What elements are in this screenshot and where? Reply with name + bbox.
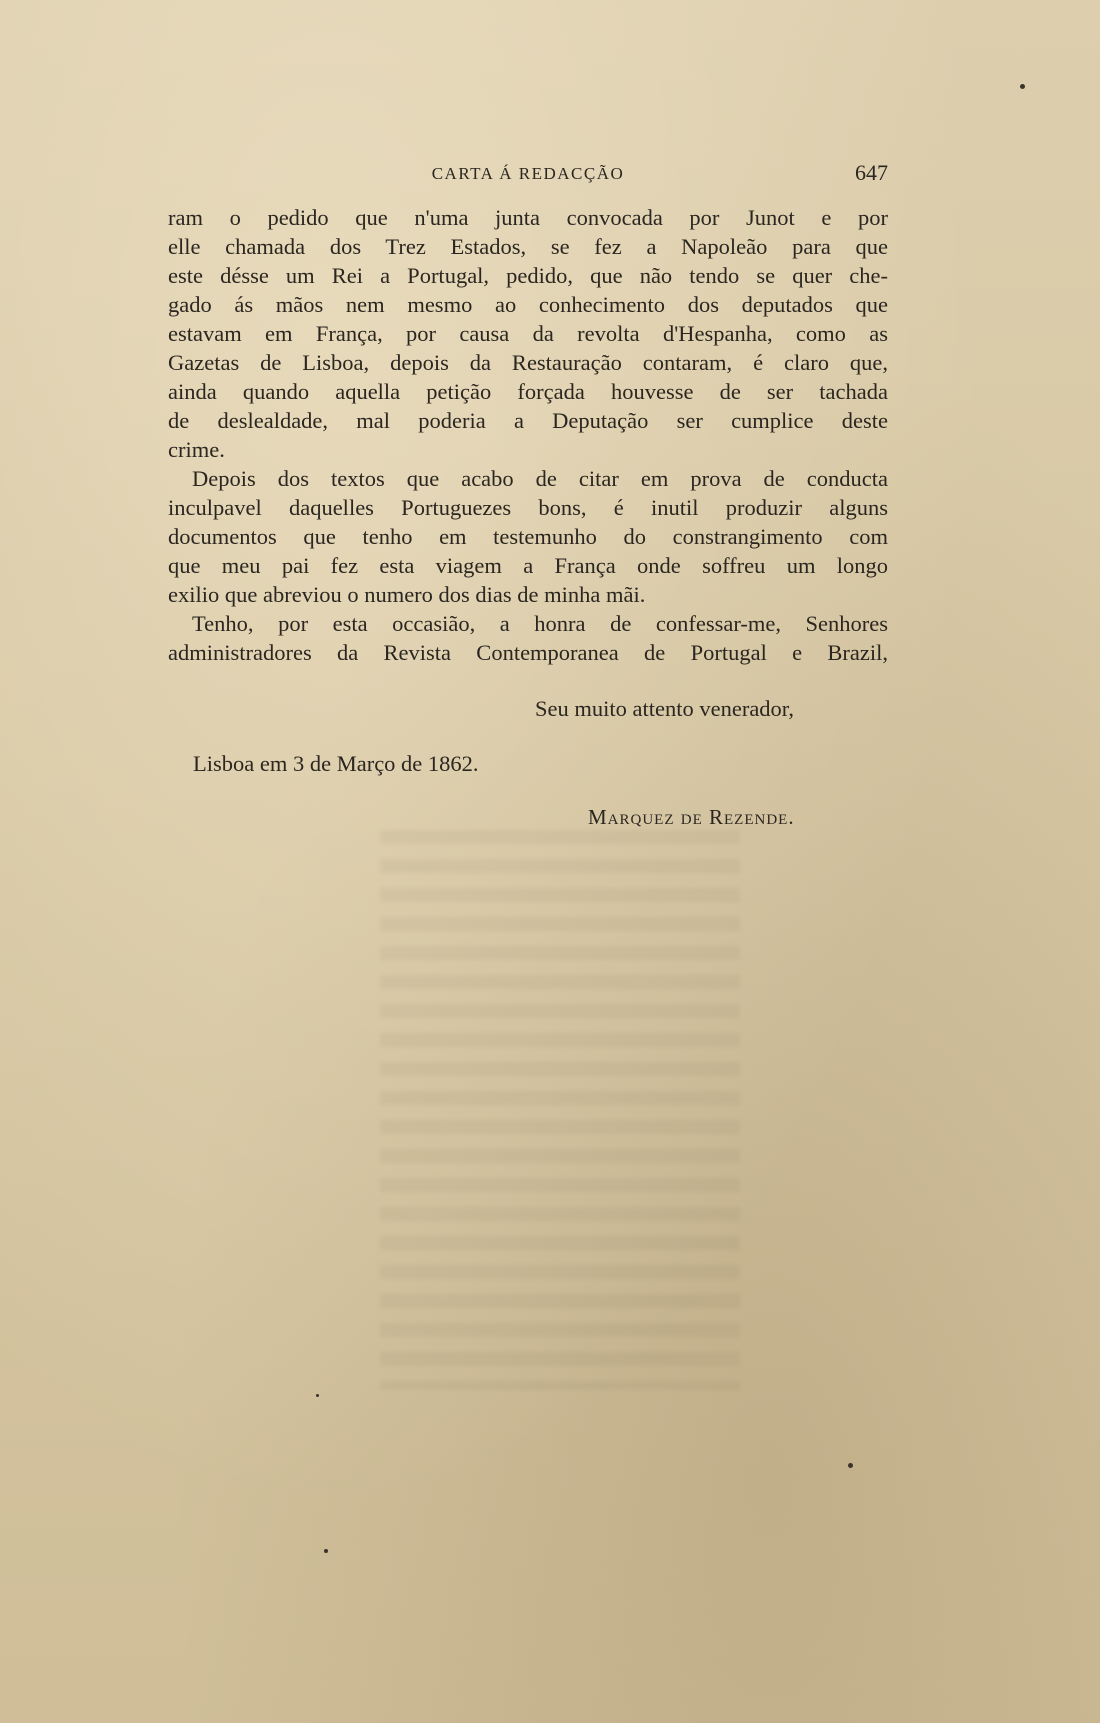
text-line: este désse um Rei a Portugal, pedido, que não tendo se quer che- <box>168 263 888 288</box>
running-title: CARTA Á REDACÇÃO <box>431 164 625 183</box>
text-line: elle chamada dos Trez Estados, se fez a Napoleão para que <box>168 234 888 259</box>
paragraph-2 <box>168 464 888 609</box>
text-line: de deslealdade, mal poderia a Deputação ser cumplice deste <box>168 408 888 433</box>
text-line: exilio que abreviou o numero dos dias de minha mãi. <box>168 582 646 607</box>
text-line: inculpavel daquelles Portuguezes bons, é inutil produzir alguns <box>168 495 888 520</box>
show-through-texture <box>380 830 740 1390</box>
paper-speck <box>1020 84 1025 89</box>
text-line: gado ás mãos nem mesmo ao conhecimento dos deputados que <box>168 292 888 317</box>
body-text <box>168 203 888 667</box>
place-and-date: Lisboa em 3 de Março de 1862. <box>193 751 479 776</box>
page-number: 647 <box>855 160 888 185</box>
paragraph-3 <box>168 609 888 667</box>
text-line: administradores da Revista Contemporanea de Portugal e Brazil, <box>168 640 888 665</box>
text-line: Tenho, por esta occasião, a honra de confessar-me, Senhores <box>192 611 888 636</box>
signature: Marquez de Rezende. <box>588 805 795 829</box>
paragraph-1 <box>168 203 888 464</box>
text-line: documentos que tenho em testemunho do constrangimento com <box>168 524 888 549</box>
text-line: que meu pai fez esta viagem a França onde soffreu um longo <box>168 553 888 578</box>
page-header <box>168 160 888 190</box>
text-line: Depois dos textos que acabo de citar em prova de conducta <box>192 466 888 491</box>
text-line: estavam em França, por causa da revolta d'Hespanha, como as <box>168 321 888 346</box>
text-line: crime. <box>168 437 225 462</box>
text-line: Gazetas de Lisboa, depois da Restauração contaram, é claro que, <box>168 350 888 375</box>
closing-signoff: Seu muito attento venerador, <box>535 696 795 721</box>
paper-speck <box>316 1394 319 1397</box>
paper-speck <box>848 1463 853 1468</box>
text-line: ainda quando aquella petição forçada houvesse de ser tachada <box>168 379 888 404</box>
paper-speck <box>324 1549 328 1553</box>
text-line: ram o pedido que n'uma junta convocada por Junot e por <box>168 205 888 230</box>
